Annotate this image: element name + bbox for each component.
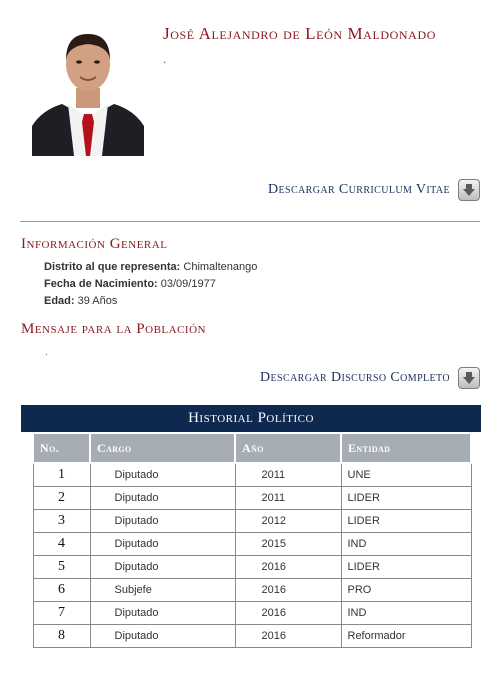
column-header-ano: Año [235,433,341,463]
row-entidad: IND [341,533,471,556]
age-label: Edad: [44,295,75,307]
column-header-cargo: Cargo [90,433,235,463]
political-history [21,405,481,648]
table-row [33,487,471,510]
row-entidad: LIDER [341,487,471,510]
age-value: 39 Años [77,295,118,307]
table-row [33,579,471,602]
row-cargo: Diputado [90,533,235,556]
row-cargo: Diputado [90,510,235,533]
row-number: 2 [33,487,90,510]
district-label: Distrito al que representa: [44,261,181,273]
row-number: 8 [33,625,90,648]
row-ano: 2016 [235,556,341,579]
history-header [21,405,481,432]
row-ano: 2016 [235,602,341,625]
row-entidad: PRO [341,579,471,602]
row-ano: 2016 [235,579,341,602]
general-info-title: Información General [21,236,168,252]
download-cv-button[interactable] [458,179,480,201]
district-info [44,261,257,273]
column-header-no: No. [33,433,90,463]
history-header-row [33,433,471,463]
row-entidad: LIDER [341,556,471,579]
table-row [33,602,471,625]
row-number: 5 [33,556,90,579]
download-cv-link[interactable]: Descargar Curriculum Vitae [267,182,450,197]
message-title: Mensaje para la Población [21,321,206,337]
row-entidad: UNE [341,463,471,487]
row-ano: 2011 [235,487,341,510]
birth-label: Fecha de Nacimiento: [44,278,158,290]
row-cargo: Diputado [90,556,235,579]
download-speech-link[interactable]: Descargar Discurso Completo [260,370,450,385]
row-cargo: Diputado [90,625,235,648]
age-info [44,295,117,307]
row-entidad: Reformador [341,625,471,648]
profile-subtext: . [163,52,167,66]
row-number: 1 [33,463,90,487]
row-cargo: Diputado [90,602,235,625]
row-entidad: LIDER [341,510,471,533]
table-row [33,533,471,556]
row-ano: 2011 [235,463,341,487]
profile-photo [32,22,144,156]
download-speech-row [260,367,480,389]
district-value: Chimaltenango [183,261,258,273]
row-cargo: Subjefe [90,579,235,602]
row-cargo: Diputado [90,463,235,487]
divider [20,221,480,222]
column-header-entidad: Entidad [341,433,471,463]
table-row [33,463,471,487]
message-text: . [45,347,48,358]
history-title: Historial Político [188,410,314,426]
table-row [33,625,471,648]
download-arrow-icon [462,183,476,197]
row-number: 4 [33,533,90,556]
row-number: 3 [33,510,90,533]
row-ano: 2016 [235,625,341,648]
row-ano: 2012 [235,510,341,533]
birth-value: 03/09/1977 [160,278,216,290]
row-number: 7 [33,602,90,625]
download-cv-row [268,179,480,201]
row-cargo: Diputado [90,487,235,510]
download-arrow-icon [462,371,476,385]
birth-info [44,278,216,290]
download-speech-button[interactable] [458,367,480,389]
history-table [32,432,472,648]
row-number: 6 [33,579,90,602]
table-row [33,510,471,533]
row-entidad: IND [341,602,471,625]
table-row [33,556,471,579]
profile-name: José Alejandro de León Maldonado [163,24,436,43]
row-ano: 2015 [235,533,341,556]
